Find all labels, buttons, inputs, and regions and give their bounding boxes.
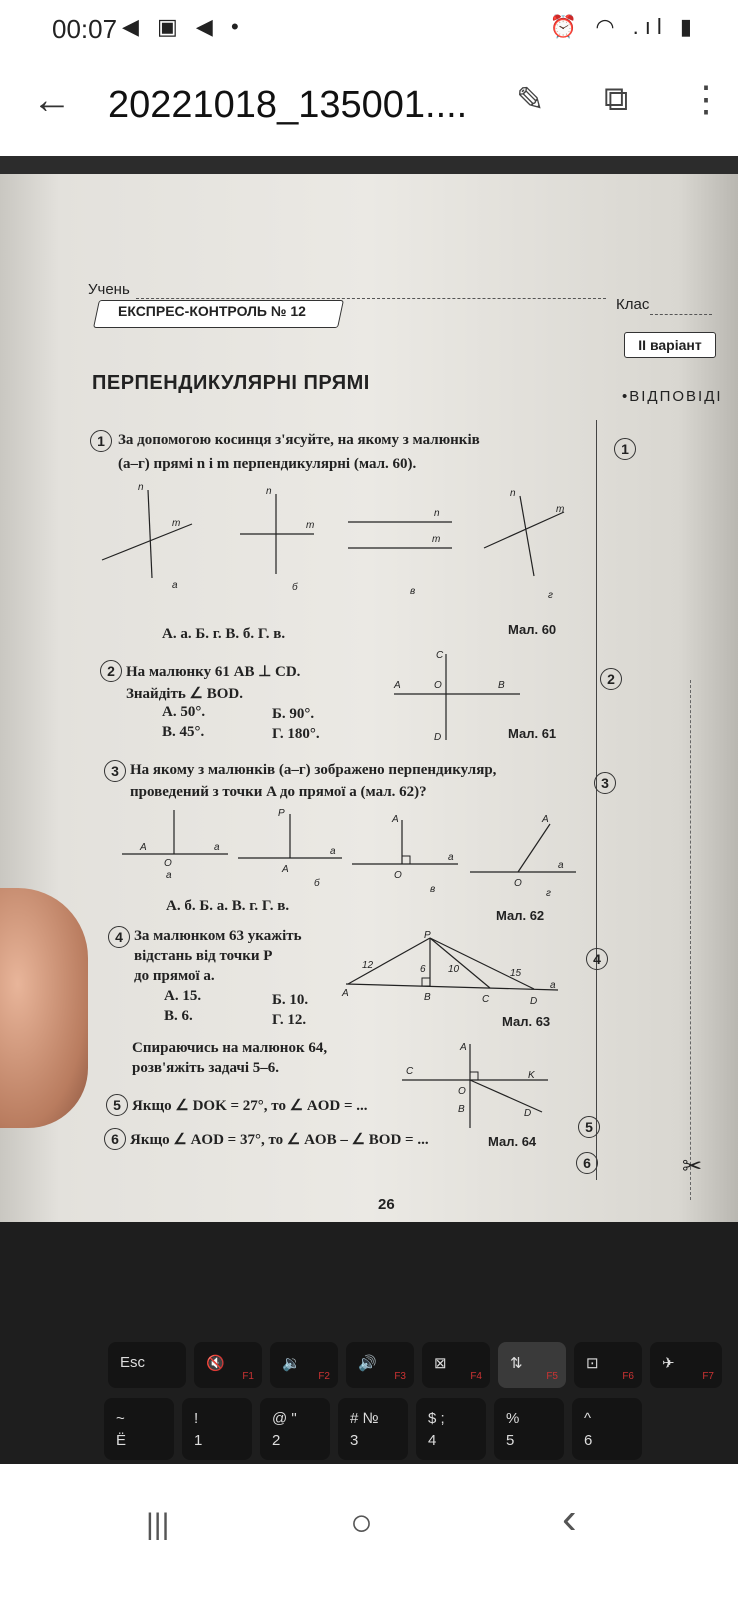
fig64-caption: Мал. 64 [488,1134,537,1149]
key-2: @ " 2 [260,1398,330,1460]
fig64-label-3: O [458,1086,466,1097]
figure-62 [118,806,588,896]
fig60-label-3: n [266,486,272,497]
fig63-label-2: 6 [420,964,426,975]
page-number: 26 [378,1196,395,1213]
key-1: ! 1 [182,1398,252,1460]
fig62-label-1: a [214,842,220,853]
fig64-label-0: A [460,1042,467,1053]
fig64-label-4: B [458,1104,465,1115]
variant-badge: II варіант [624,332,716,358]
home-icon[interactable]: ○ [350,1502,373,1544]
task6-text: Якщо ∠ AOD = 37°, то ∠ AOB – ∠ BOD = ... [130,1132,429,1148]
task4-line2: відстань від точки P [134,948,273,964]
fig62-label-2: O [164,858,172,869]
key-f1: 🔇 F1 [194,1342,262,1388]
fig62-caption: Мал. 62 [496,908,545,923]
fig62-label-13: a [558,860,564,871]
app-bar [0,56,738,156]
key-f7: ✈ F7 [650,1342,722,1388]
recents-icon[interactable]: ||| [146,1508,170,1541]
fig62-label-10: O [394,870,402,881]
fig60-label-8: в [410,586,416,597]
navigation-bar [0,1464,738,1599]
task1-line1: За допомогою косинця з'ясуйте, на якому з малюнків [118,432,480,448]
system-status-icons: ⏰ ◠ .ıl ▮ [549,14,698,39]
answers-divider [596,420,597,1180]
fig62-label-14: O [514,878,522,889]
status-time: 00:07 [52,14,118,44]
fig62-label-3: а [166,870,172,881]
task1-line2: (а–г) прямі n і m перпендикулярні (мал. 60). [118,456,417,472]
fig62-label-9: a [448,852,454,863]
fig62-label-8: A [392,814,399,825]
edit-pencil-icon[interactable]: ✎ [516,81,545,119]
answers-header: •ВІДПОВІДІ [622,388,723,405]
task1-number: 1 [90,430,112,452]
open-external-icon[interactable]: ⧉ [604,80,629,118]
key-4: $ ; 4 [416,1398,486,1460]
task2-line2: Знайдіть ∠ BOD. [126,686,243,702]
task3-line2: проведений з точки A до прямої a (мал. 62)? [130,784,427,800]
key-f4: ⊠ F4 [422,1342,490,1388]
student-name-line [136,298,606,299]
key-f3: 🔊 F3 [346,1342,414,1388]
fig60-label-0: n [138,482,144,493]
task2-number: 2 [100,660,122,682]
key-f6: ⊡ F6 [574,1342,642,1388]
fig62-label-5: a [330,846,336,857]
fig63-label-6: B [424,992,431,1003]
fig63-label-0: P [424,930,431,941]
key-5: % 5 [494,1398,564,1460]
notification-icons: ◀ ▣ ◀ • [122,14,245,39]
fig61-label-4: D [434,732,442,743]
answer-number-4: 4 [586,948,608,970]
task4-option-a: А. 15. [164,988,202,1004]
fig61-caption: Мал. 61 [508,726,557,741]
fig60-label-4: m [306,520,315,531]
answer-number-5: 5 [578,1116,600,1138]
task3-number: 3 [104,760,126,782]
fig63-label-5: A [342,988,349,999]
key-f5: ⇅ F5 [498,1342,566,1388]
fig63-label-9: a [550,980,556,991]
task4-line3: до прямої a. [134,968,215,984]
fig61-label-1: A [394,680,401,691]
fig60-label-7: m [432,534,441,545]
task2-option-a: А. 50°. [162,704,206,720]
fig63-label-3: 10 [448,964,460,975]
fig60-label-10: m [556,504,565,515]
fig64-label-1: C [406,1066,414,1077]
fig61-label-2: O [434,680,442,691]
task3-options: А. б. Б. а. В. г. Г. в. [166,898,290,914]
fig63-label-7: C [482,994,490,1005]
fig62-label-12: A [542,814,549,825]
task2-option-b: Б. 90°. [272,706,315,722]
fig63-label-8: D [530,996,538,1007]
file-title: 20221018_135001.... [108,84,468,126]
cut-line [690,680,691,1200]
answer-number-6: 6 [576,1152,598,1174]
fig64-label-5: D [524,1108,532,1119]
fig64-label-2: K [528,1070,535,1081]
topic-title: ПЕРПЕНДИКУЛЯРНІ ПРЯМІ [92,372,370,394]
answer-number-3: 3 [594,772,616,794]
class-line [650,314,712,315]
figure-60 [96,482,596,602]
key-f2: 🔉 F2 [270,1342,338,1388]
fig63-caption: Мал. 63 [502,1014,551,1029]
class-label: Клас [616,296,650,313]
tasks56-intro1: Спираючись на малюнок 64, [132,1040,328,1056]
fig62-label-4: P [278,808,285,819]
key-3: # № 3 [338,1398,408,1460]
back-arrow-icon[interactable]: ← [32,78,72,122]
task4-line1: За малюнком 63 укажіть [134,928,302,944]
fig60-label-9: n [510,488,516,499]
key-esc: Esc [108,1342,186,1388]
task2-line1: На малюнку 61 AB ⊥ CD. [126,664,301,680]
task1-options: А. а. Б. г. В. б. Г. в. [162,626,286,642]
fig62-label-6: A [282,864,289,875]
scissors-icon: ✂ [682,1153,703,1180]
answer-number-1: 1 [614,438,636,460]
nav-back-icon[interactable]: ‹ [562,1494,577,1543]
task4-number: 4 [108,926,130,948]
fig62-label-0: A [140,842,147,853]
fig60-caption: Мал. 60 [508,622,557,637]
figure-64 [398,1036,558,1132]
task6-number: 6 [104,1128,126,1150]
key-tilde: ~ Ё [104,1398,174,1460]
task2-option-v: В. 45°. [162,724,205,740]
task3-line1: На якому з малюнків (а–г) зображено перпендикуляр, [130,762,497,778]
fig60-label-11: г [548,590,553,601]
task5-text: Якщо ∠ DOK = 27°, то ∠ AOD = ... [132,1098,368,1114]
task5-number: 5 [106,1094,128,1116]
fig63-label-4: 15 [510,968,522,979]
task4-option-b: Б. 10. [272,992,309,1008]
fig62-label-15: г [546,888,551,896]
fig60-label-2: а [172,580,178,591]
fig62-label-11: в [430,884,436,895]
answer-number-2: 2 [600,668,622,690]
fig60-label-5: б [292,582,298,593]
fig60-label-6: n [434,508,440,519]
task4-option-g: Г. 12. [272,1012,307,1028]
tasks56-intro2: розв'яжіть задачі 5–6. [132,1060,279,1076]
hand-photo [0,888,88,1128]
key-6: ^ 6 [572,1398,642,1460]
task4-option-v: В. 6. [164,1008,193,1024]
student-label: Учень [88,281,130,298]
status-bar [0,0,738,56]
more-vert-icon[interactable]: ⋮ [688,78,724,119]
fig62-label-7: б [314,878,320,889]
fig61-label-0: C [436,650,444,661]
figure-63 [338,928,568,1012]
task2-option-g: Г. 180°. [272,726,320,742]
banner-title: ЕКСПРЕС-КОНТРОЛЬ № 12 [118,303,306,319]
fig60-label-1: m [172,518,181,529]
fig61-label-3: B [498,680,505,691]
fig63-label-1: 12 [362,960,374,971]
